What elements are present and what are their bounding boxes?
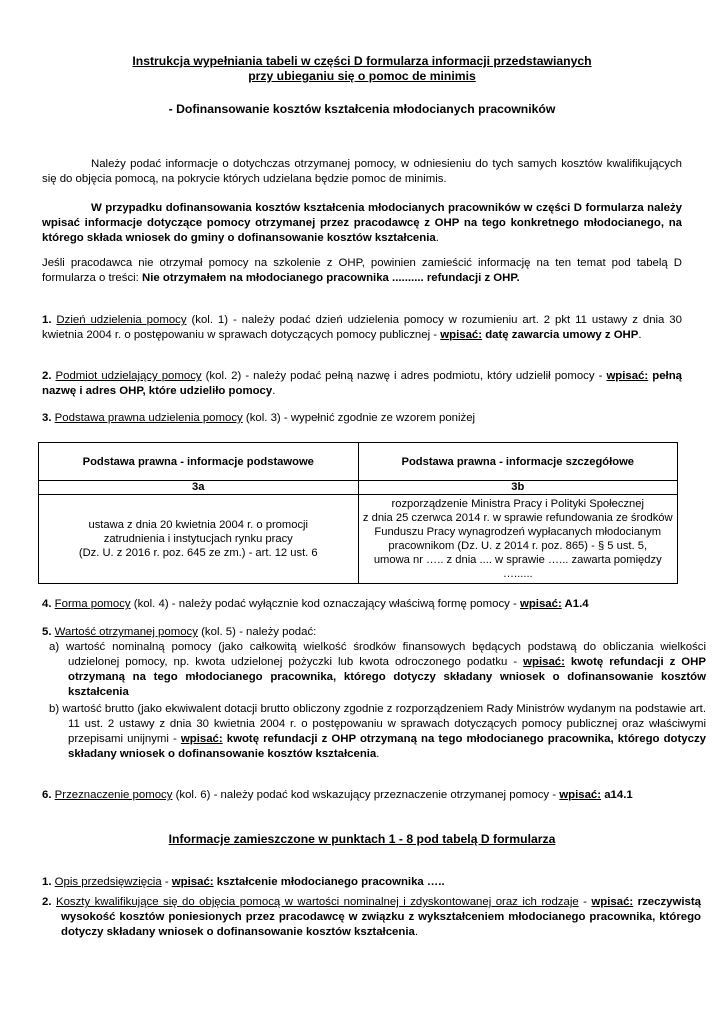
item-5b: [44, 702, 706, 762]
item-5b-text: wartość brutto (jako ekwiwalent dotacji brutto obliczony zgodnie z rozporządzeniem Rady Ministrów wydanym na podstawie art. 11 ust. 2 ustawy z dnia 30 kwietnia 2004 r. o postępowaniu w sprawach dotyczących pomocy publicznej oraz właściwymi przepisami unijnymi -: [59, 703, 706, 745]
intro-paragraph-3-bold: Nie otrzymałem na młodocianego pracownika .......... refundacji z OHP.: [142, 272, 520, 284]
table-cell-detailed-line: z dnia 25 czerwca 2014 r. w sprawie refundowania ze środków: [362, 512, 673, 524]
table-cell-detailed-line: rozporządzenie Ministra Pracy i Polityki Społecznej: [391, 498, 644, 510]
item-5-label: Wartość otrzymanej pomocy: [54, 626, 198, 638]
table-cell-basic-line: ustawa z dnia 20 kwietnia 2004 r. o promocji: [88, 519, 309, 531]
item-2-number: 2.: [42, 370, 52, 382]
table-cell-basic-line: zatrudnienia i instytucjach rynku pracy: [103, 533, 293, 545]
document-title: [42, 54, 682, 84]
item-1-end: .: [638, 329, 642, 341]
item-5: [42, 625, 682, 640]
item-2-value: pełną nazwę i adres OHP, które udzieliło pomocy: [42, 370, 682, 397]
section-2-item-1-value: kształcenie młodocianego pracownika …..: [213, 876, 445, 888]
table-cell-detailed-line: Funduszu Pracy wynagrodzeń wypłacanych młodocianym: [374, 526, 662, 538]
item-6-text: (kol. 6) - należy podać kod wskazujący przeznaczenie otrzymanej pomocy -: [172, 789, 560, 801]
item-6-number: 6.: [42, 789, 52, 801]
item-5a-marker: a): [49, 641, 60, 653]
section-2-item-2-number: 2.: [42, 896, 52, 908]
table-cell-detailed-line: pracownikom (Dz. U. z 2014 r. poz. 865) - § 5 ust. 5,: [388, 540, 648, 552]
item-2-wpisac: wpisać:: [606, 370, 649, 382]
item-1-label: Dzień udzielenia pomocy: [56, 314, 187, 326]
item-5-number: 5.: [42, 626, 52, 638]
item-2-end: .: [272, 385, 276, 397]
section-2-item-2-value: rzeczywistą wysokość kosztów poniesionych przez pracodawcę w związku z wykształceniem młodocianego pracownika, którego dotyczy składany wniosek o dofinansowanie kosztów kształcenia: [61, 896, 701, 938]
section-2-item-2-label: Koszty kwalifikujące się do objęcia pomocą w wartości nominalnej i zdyskontowanej oraz ich rodzaje: [55, 896, 579, 908]
section-2-item-2-wpisac: wpisać:: [591, 896, 634, 908]
section-2-item-2-end: .: [414, 926, 419, 938]
item-1-text: (kol. 1) - należy podać dzień udzielenia pomocy w rozumieniu art. 2 pkt 11 ustawy z dnia 30 kwietnia 2004 r. o postępowaniu w sprawach dotyczących pomocy publicznej -: [42, 314, 682, 341]
item-4-wpisac: wpisać:: [519, 598, 562, 610]
intro-paragraph-2-end: .: [435, 232, 439, 244]
item-5a-value: kwotę refundacji z OHP otrzymaną na tego młodocianego pracownika, którego dotyczy składany wniosek o dofinansowanie kosztów kształcenia: [68, 656, 706, 698]
item-5a-text: wartość nominalną pomocy (jako całkowitą wielkość środków finansowych będących podstawą do obliczania wielkości udzielonej pomocy, np. kwota udzielonej pożyczki lub kwota odroczonego podatku -: [59, 641, 706, 668]
section-2-item-1-number: 1.: [42, 876, 52, 888]
item-6-value: a14.1: [601, 789, 633, 801]
table-column-3b: 3b: [358, 481, 678, 495]
item-6: [42, 788, 682, 803]
item-4-number: 4.: [42, 598, 52, 610]
item-2: [42, 369, 682, 399]
item-2-label: Podmiot udzielający pomocy: [55, 370, 202, 382]
section-2-item-1-wpisac: wpisać:: [171, 876, 214, 888]
table-column-code-row: [39, 481, 678, 495]
item-2-text: (kol. 2) - należy podać pełną nazwę i adres podmiotu, który udzielił pomocy -: [201, 370, 607, 382]
title-line-1: Instrukcja wypełniania tabeli w części D formularza informacji przedstawianych: [132, 54, 592, 68]
intro-paragraph-1: Należy podać informacje o dotychczas otrzymanej pomocy, w odniesieniu do tych samych kosztów kwalifikujących się do objęcia pomocą, na pokrycie których udzielana będzie pomoc de minimis.: [42, 158, 682, 185]
item-3-text: (kol. 3) - wypełnić zgodnie ze wzorem poniżej: [242, 412, 476, 424]
item-6-label: Przeznaczenie pomocy: [54, 789, 173, 801]
item-1-wpisac: wpisać:: [440, 329, 483, 341]
table-row: [39, 495, 678, 584]
item-4-text: (kol. 4) - należy podać wyłącznie kod oznaczający właściwą formę pomocy -: [130, 598, 520, 610]
item-3: [42, 411, 682, 426]
table-cell-basic-line: (Dz. U. z 2016 r. poz. 645 ze zm.) - art. 12 ust. 6: [78, 547, 318, 559]
item-4-value: A1.4: [561, 598, 589, 610]
table-cell-basic: [39, 495, 359, 584]
table-header-basic: Podstawa prawna - informacje podstawowe: [39, 443, 359, 481]
item-1-value: datę zawarcia umowy z OHP: [482, 329, 639, 341]
item-5b-marker: b): [49, 703, 60, 715]
legal-basis-table: [38, 442, 678, 584]
item-4-label: Forma pomocy: [54, 598, 131, 610]
item-6-wpisac: wpisać:: [559, 789, 602, 801]
document-subtitle: - Dofinansowanie kosztów kształcenia młodocianych pracowników: [168, 102, 556, 116]
item-5b-wpisac: wpisać:: [180, 733, 223, 745]
section-2-item-2: [42, 895, 701, 940]
table-column-3a: 3a: [39, 481, 359, 495]
item-5a-wpisac: wpisać:: [523, 656, 565, 668]
section-2-item-1-label: Opis przedsięwzięcia: [54, 876, 162, 888]
section-2-item-1: [42, 875, 682, 890]
table-header-detailed: Podstawa prawna - informacje szczegółowe: [358, 443, 678, 481]
intro-paragraph-3-text: Jeśli pracodawca nie otrzymał pomocy na szkolenie z OHP, powinien zamieścić informację na ten temat pod tabelą D formularza o treści:: [42, 257, 682, 284]
intro-paragraph-3: [42, 256, 682, 286]
section-2-item-1-sep: -: [161, 876, 172, 888]
intro-paragraph-2-text: W przypadku dofinansowania kosztów kształcenia młodocianych pracowników w części D formularza należy wpisać informacje dotyczące pomocy otrzymanej przez pracodawcę z OHP na tego konkretnego młodocianego, na którego składa wniosek do gminy o dofinansowanie kosztów kształcenia: [42, 202, 682, 244]
item-1: [42, 313, 682, 343]
item-3-number: 3.: [42, 412, 52, 424]
table-header-row: [39, 443, 678, 481]
item-5b-value: kwotę refundacji z OHP otrzymaną na tego młodocianego pracownika, którego dotyczy składany wniosek o dofinansowanie kosztów kształcenia: [68, 733, 706, 760]
intro-paragraph-2: [42, 201, 682, 246]
item-5-text: (kol. 5) - należy podać:: [197, 626, 317, 638]
item-5a: [44, 640, 706, 700]
title-line-2: przy ubieganiu się o pomoc de minimis: [248, 69, 476, 83]
item-5b-end: .: [376, 748, 380, 760]
section-2-item-2-sep: -: [578, 896, 592, 908]
table-cell-detailed: [358, 495, 678, 584]
item-4: [42, 597, 682, 612]
item-3-label: Podstawa prawna udzielenia pomocy: [54, 412, 243, 424]
section-2-title: Informacje zamieszczone w punktach 1 - 8 pod tabelą D formularza: [168, 832, 556, 846]
table-cell-detailed-line: umowa nr ….. z dnia .... w sprawie …... zawarta pomiędzy …......: [373, 554, 662, 580]
item-1-number: 1.: [42, 314, 52, 326]
